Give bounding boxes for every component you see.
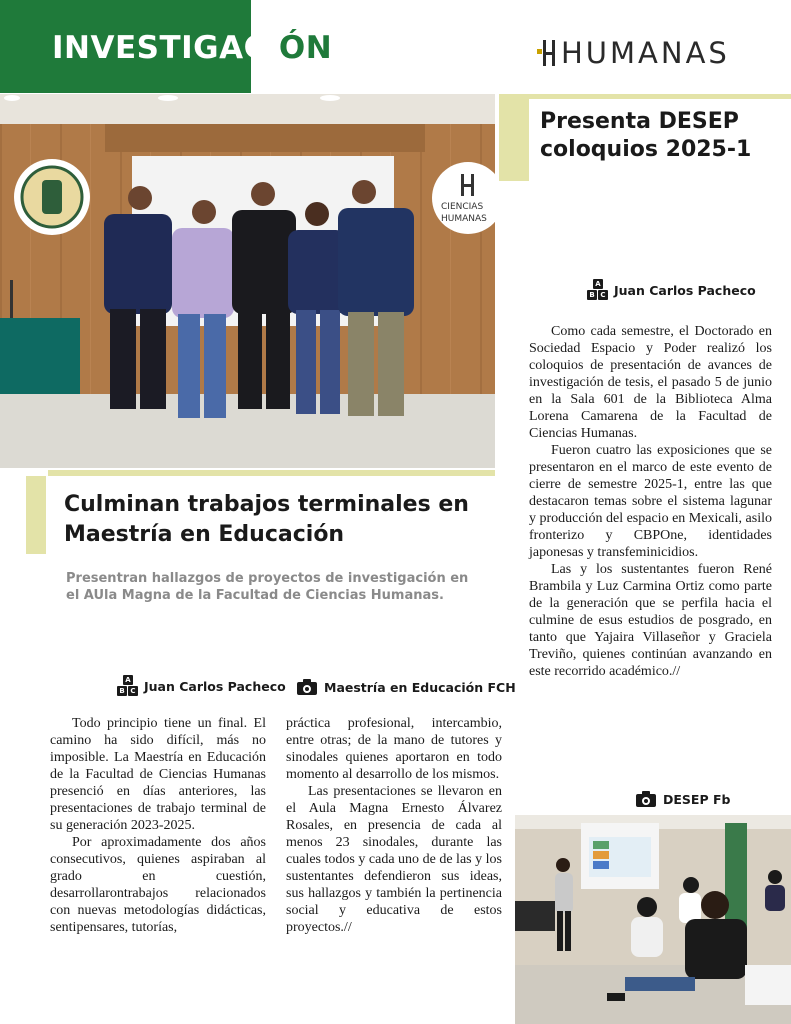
logo-mark-icon (537, 38, 559, 68)
right-article-byline (587, 279, 756, 301)
left-photo-credit-text: Maestría en Educación FCH (324, 679, 516, 695)
right-article-headline: Presenta DESEP coloquios 2025-1 (540, 109, 752, 162)
camera-icon (297, 679, 317, 695)
left-headline-accent (26, 476, 46, 554)
author-icon: A B C (117, 675, 139, 697)
left-article-headline: Culminan trabajos terminales en Maestría en Educación (64, 492, 469, 547)
left-article-byline (117, 675, 286, 697)
right-article-body (529, 323, 772, 680)
left-article-author: Juan Carlos Pacheco (144, 678, 286, 694)
left-article-column-1 (50, 715, 266, 936)
paragraph: Todo principio tiene un final. El camino ha sido difícil, más no imposible. La Maestría en Educación de la Facultad de Ciencias Humanas presenció en días anteriores, las presentaciones de trabajo terminal de su generación 2023-2025. (50, 716, 266, 833)
svg-text:CIENCIAS: CIENCIAS (441, 202, 484, 212)
paragraph-continuation: práctica profesional, intercambio, entre otras; de la mano de tutores y sinodales quienes aportaron en todo momento al desarrollo de los mismos. (286, 716, 502, 782)
paragraph: Fueron cuatro las exposiciones que se presentaron en el marco de este evento de cierre de semestre 2025-1, entre las que destacaron temas sobre el sistema lagunar y producción del espacio en Mexicali, asilo fronterizo y CBPOne, identidades japonesas y transfeminicidios. (529, 443, 772, 560)
classroom-photo (515, 815, 791, 1024)
left-headline-accent-top (48, 470, 495, 476)
left-article-column-2 (286, 715, 502, 936)
camera-icon (636, 791, 656, 807)
logo-text: HUMANAS (561, 36, 730, 70)
group-photo (0, 94, 495, 468)
left-photo-credit (297, 679, 516, 695)
paragraph: Por aproximadamente dos años consecutivos, quienes aspiraban al grado en cuestión, desarrollarontrabajos relacionados con nuevas metodologías didácticas, sentipensares, tutorías, (50, 835, 266, 935)
svg-text:HUMANAS: HUMANAS (441, 214, 487, 224)
left-article-subhead: Presentran hallazgos de proyectos de investigación en el AUla Magna de la Facultad de Ciencias Humanas. (66, 571, 469, 603)
right-article-author: Juan Carlos Pacheco (614, 282, 756, 298)
right-photo-credit (636, 791, 730, 807)
section-title: INVESTIGACIÓN (52, 30, 333, 66)
author-icon: A B C (587, 279, 609, 301)
paragraph: Las y los sustentantes fueron René Brambila y Luz Carmina Ortiz como parte de la generación que se perfila hacia el culmine de esus estudios de posgrado, en tanto que Yajaira Villaseñor y Graciela Treviño, quienes continúan avanzando en este recorrido académico.// (529, 562, 772, 679)
right-photo-credit-text: DESEP Fb (663, 791, 731, 807)
right-headline-accent-top (499, 94, 791, 99)
right-headline-accent (499, 94, 529, 181)
humanas-logo (537, 36, 730, 70)
paragraph: Las presentaciones se llevaron en el Aula Magna Ernesto Álvarez Rosales, en presencia de cada al menos 23 sinodales, durante las cuales todos y cada uno de de las y los sustentantes defendieron sus ideas, sus hallazgos y también la pertinencia social y educativa de estos proyectos.// (286, 784, 502, 935)
paragraph: Como cada semestre, el Doctorado en Sociedad Espacio y Poder realizó los coloquios de presentación de avances de investigación de tesis, el pasado 5 de junio en la Sala 601 de la Biblioteca Alma Lorena Camarena de la Facultad de Ciencias Humanas. (529, 324, 772, 441)
